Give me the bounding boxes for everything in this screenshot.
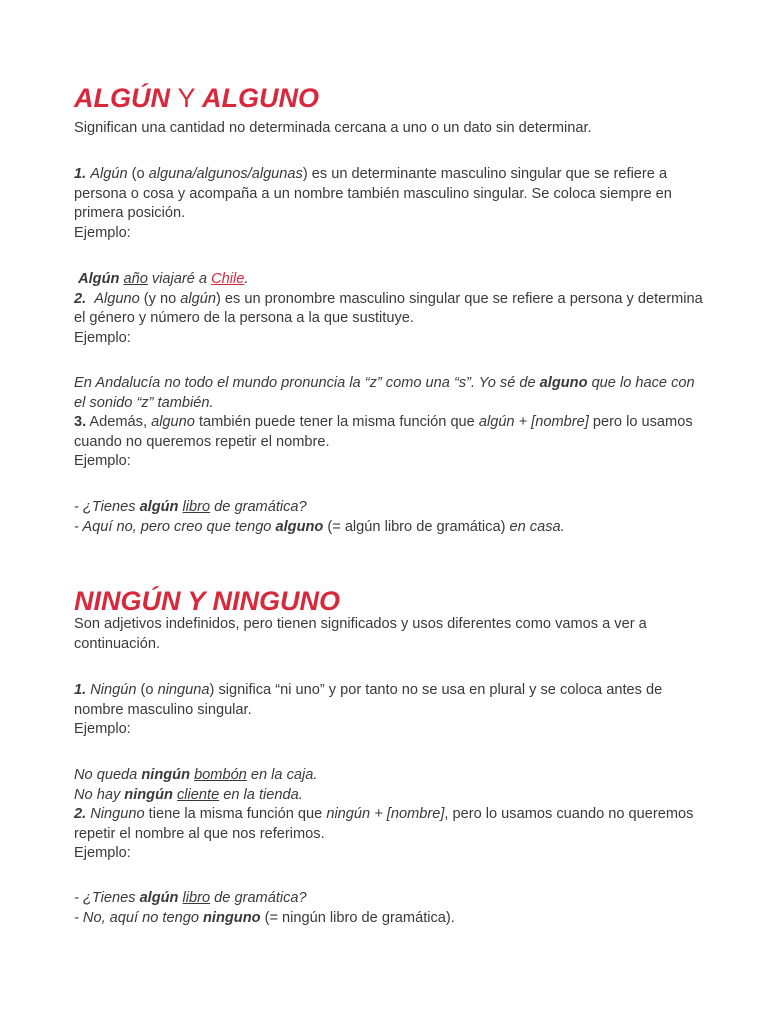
underlined-word: libro <box>182 499 211 515</box>
heading-word-y: Y <box>177 83 196 113</box>
ejemplo-label: Ejemplo: <box>74 453 131 469</box>
rule-number: 1. <box>74 166 87 182</box>
heading-word-algun: ALGÚN <box>74 83 170 113</box>
underlined-word: bombón <box>194 767 247 783</box>
ejemplo-label: Ejemplo: <box>74 845 131 861</box>
rule-number: 2. <box>74 290 87 307</box>
chile-link[interactable]: Chile <box>211 271 245 287</box>
heading-algun-alguno <box>74 85 319 112</box>
intro-paragraph-2: Son adjetivos indefinidos, pero tienen significados y usos diferentes como vamos a ver a continuación. <box>74 616 647 652</box>
rule-number: 1. <box>74 682 87 698</box>
example-1-and-rule-2: Algún año viajaré a Chile. 2. Alguno (y no algún) es un pronombre masculino singular que se refiere a persona y determina el género y número de la persona a la que sustituye. Ejemplo: <box>74 271 703 346</box>
dialog-1: - ¿Tienes algún libro de gramática? - Aquí no, pero creo que tengo alguno (= algún libro de gramática) en casa. <box>74 499 565 535</box>
rule-term: Algún <box>90 166 128 182</box>
rule-alternatives: alguna/algunos/algunas <box>148 166 303 182</box>
ejemplo-label: Ejemplo: <box>74 721 131 737</box>
underlined-word: libro <box>182 890 211 906</box>
example-2-and-rule-3: En Andalucía no todo el mundo pronuncia la “z” como una “s”. Yo sé de alguno que lo hace con el sonido “z” también. 3. Además, alguno también puede tener la misma función que algún + [nombre] pero lo usamos cuando no queremos repetir el nombre. Ejemplo: <box>74 375 695 469</box>
underlined-word: año <box>123 271 148 287</box>
ejemplo-label: Ejemplo: <box>74 224 131 241</box>
rule-number: 2. <box>74 806 87 822</box>
heading-word-alguno: ALGUNO <box>202 83 320 113</box>
rule-term: Alguno <box>94 290 140 307</box>
dialog-2: - ¿Tienes algún libro de gramática? - No, aquí no tengo ninguno (= ningún libro de gramática). <box>74 890 455 926</box>
example-ningun-and-rule-2: No queda ningún bombón en la caja. No hay ningún cliente en la tienda. 2. Ninguno tiene la misma función que ningún + [nombre], pero lo usamos cuando no queremos repetir el nombre al que nos referimos. Ejemplo: <box>74 767 694 861</box>
heading-ningun-ninguno: NINGÚN Y NINGUNO <box>74 586 341 616</box>
rule-1-ningun: 1. Ningún (o ninguna) significa “ni uno” y por tanto no se usa en plural y se coloca antes de nombre masculino singular. Ejemplo: <box>74 682 663 737</box>
intro-paragraph: Significan una cantidad no determinada cercana a uno o un dato sin determinar. <box>74 120 592 136</box>
underlined-word: cliente <box>177 786 220 803</box>
rule-number: 3. <box>74 414 87 430</box>
ejemplo-label: Ejemplo: <box>74 329 131 346</box>
rule-1-paragraph: 1. Algún (o alguna/algunos/algunas) es un determinante masculino singular que se refiere a persona o cosa y acompaña a un nombre también masculino singular. Se coloca siempre en primera posición. Ejemplo: <box>74 166 672 241</box>
